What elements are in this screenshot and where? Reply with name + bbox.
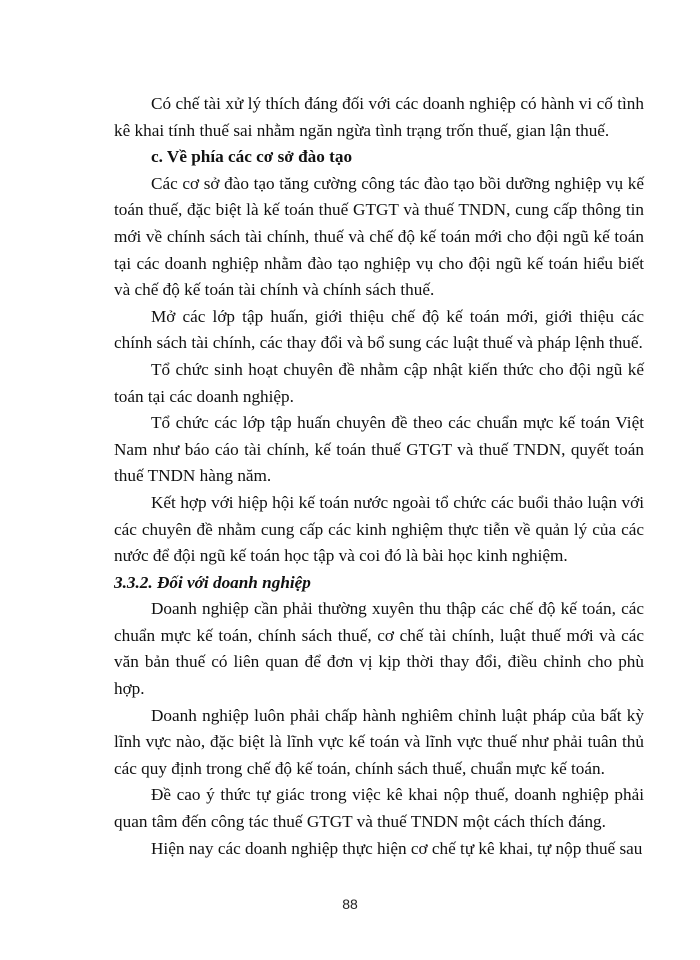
- page-number: 88: [342, 896, 358, 912]
- paragraph-self-declaration: Hiện nay các doanh nghiệp thực hiện cơ chế tự kê khai, tự nộp thuế sau: [151, 838, 643, 858]
- paragraph-self-awareness: Đề cao ý thức tự giác trong việc kê khai nộp thuế, doanh nghiệp phải quan tâm đến công tác thuế GTGT và thuế TNDN một cách thích đáng.: [114, 785, 644, 832]
- paragraph-collect-regulations: Doanh nghiệp cần phải thường xuyên thu thập các chế độ kế toán, các chuẩn mực kế toán, chính sách thuế, cơ chế tài chính, luật thuế mới và các văn bản thuế có liên quan để đơn vị kịp thời thay đổi, điều chỉnh cho phù hợp.: [114, 599, 644, 699]
- page-body: [114, 91, 644, 862]
- paragraph-thematic-courses: Tổ chức các lớp tập huấn chuyên đề theo các chuẩn mực kế toán Việt Nam như báo cáo tài chính, kế toán thuế GTGT và thuế TNDN, quyết toán thuế TNDN hàng năm.: [114, 413, 644, 486]
- section-heading-training-institutions: c. Về phía các cơ sở đào tạo: [151, 147, 353, 167]
- paragraph-open-courses: Mở các lớp tập huấn, giới thiệu chế độ kế toán mới, giới thiệu các chính sách tài chính, các thay đổi và bổ sung các luật thuế và pháp lệnh thuế.: [114, 306, 644, 353]
- paragraph-comply-law: Doanh nghiệp luôn phải chấp hành nghiêm chỉnh luật pháp của bất kỳ lĩnh vực nào, đặc biệt là lĩnh vực kế toán và lĩnh vực thuế như phải tuân thủ các quy định trong chế độ kế toán, chính sách thuế, chuẩn mực kế toán.: [114, 705, 644, 778]
- paragraph-thematic-activities: Tổ chức sinh hoạt chuyên đề nhằm cập nhật kiến thức cho đội ngũ kế toán tại các doanh nghiệp.: [114, 359, 644, 406]
- paragraph-foreign-association: Kết hợp với hiệp hội kế toán nước ngoài tổ chức các buổi thảo luận với các chuyên đề nhằm cung cấp các kinh nghiệm thực tiễn về quản lý của các nước để đội ngũ kế toán học tập và coi đó là bài học kinh nghiệm.: [114, 492, 644, 566]
- section-heading-enterprises: 3.3.2. Đối với doanh nghiệp: [114, 572, 311, 592]
- paragraph-sanctions: Có chế tài xử lý thích đáng đối với các doanh nghiệp có hành vi cố tình kê khai tính thuế sai nhằm ngăn ngừa tình trạng trốn thuế, gian lận thuế.: [114, 94, 644, 140]
- paragraph-training-strengthen: Các cơ sở đào tạo tăng cường công tác đào tạo bồi dưỡng nghiệp vụ kế toán thuế, đặc biệt là kế toán thuế GTGT và thuế TNDN, cung cấp thông tin mới về chính sách tài chính, thuế và chế độ kế toán mới cho đội ngũ kế toán tại các doanh nghiệp nhằm đào tạo nghiệp vụ cho đội ngũ kế toán hiểu biết và chế độ kế toán tài chính và chính sách thuế.: [114, 173, 644, 300]
